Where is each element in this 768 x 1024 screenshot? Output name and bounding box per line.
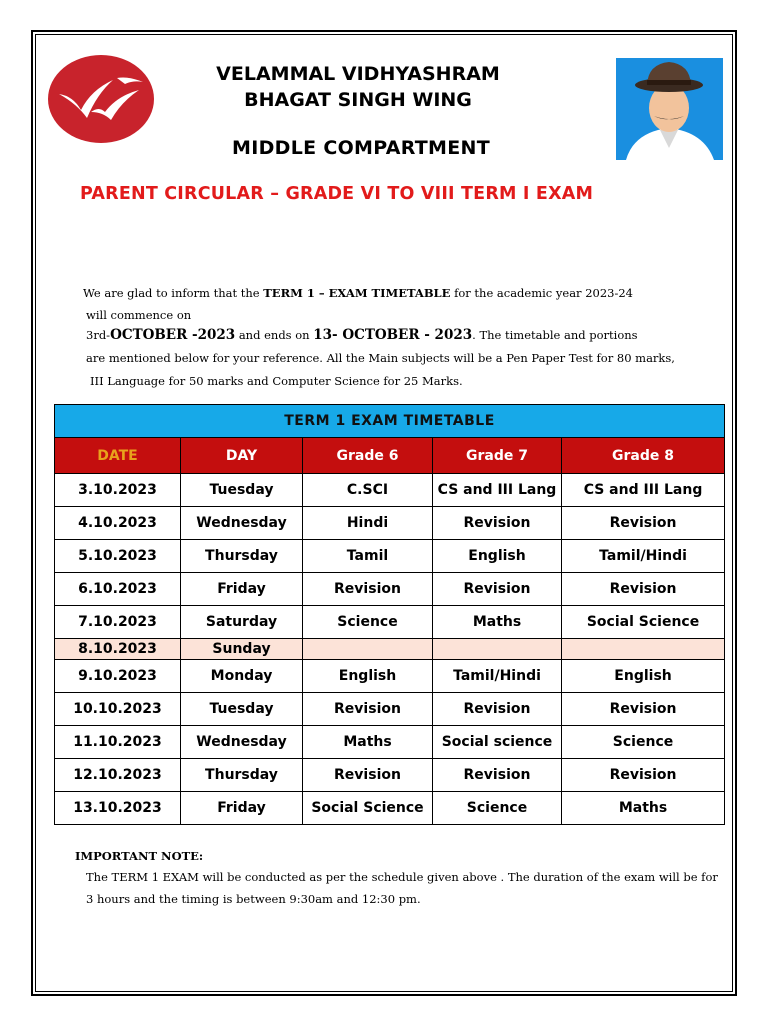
- grade-6-cell: Social Science: [303, 792, 433, 825]
- day-cell: Wednesday: [181, 726, 303, 759]
- grade-8-cell: Social Science: [562, 606, 725, 639]
- day-cell: Tuesday: [181, 693, 303, 726]
- grade-6-cell: English: [303, 660, 433, 693]
- day-cell: Wednesday: [181, 507, 303, 540]
- grade-7-cell: Science: [433, 792, 562, 825]
- grade-7-cell: Revision: [433, 693, 562, 726]
- table-row: [55, 792, 725, 825]
- day-cell: Thursday: [181, 540, 303, 573]
- grade-6-cell: Science: [303, 606, 433, 639]
- grade-8-cell: English: [562, 660, 725, 693]
- grade-7-cell: [433, 639, 562, 660]
- timetable-header-row: [55, 438, 725, 474]
- grade-7-cell: Social science: [433, 726, 562, 759]
- school-name: VELAMMAL VIDHYASHRAM: [216, 63, 500, 85]
- portrait-image: [616, 58, 723, 160]
- day-cell: Saturday: [181, 606, 303, 639]
- school-wing: BHAGAT SINGH WING: [244, 89, 472, 111]
- grade-7-cell: CS and III Lang: [433, 474, 562, 507]
- important-note-line-1: The TERM 1 EXAM will be conducted as per the schedule given above . The duration of the exam will be for: [86, 870, 718, 884]
- table-row: [55, 660, 725, 693]
- header-grade-7: Grade 7: [433, 438, 562, 474]
- grade-6-cell: [303, 639, 433, 660]
- day-cell: Monday: [181, 660, 303, 693]
- table-row: [55, 606, 725, 639]
- grade-7-cell: Revision: [433, 573, 562, 606]
- date-cell: 13.10.2023: [55, 792, 181, 825]
- date-cell: 3.10.2023: [55, 474, 181, 507]
- date-cell: 5.10.2023: [55, 540, 181, 573]
- grade-6-cell: Revision: [303, 693, 433, 726]
- intro-line-5: III Language for 50 marks and Computer Science for 25 Marks.: [90, 374, 463, 388]
- grade-8-cell: Science: [562, 726, 725, 759]
- table-row: [55, 474, 725, 507]
- table-row: [55, 573, 725, 606]
- table-row: [55, 726, 725, 759]
- grade-6-cell: Revision: [303, 759, 433, 792]
- circular-title: PARENT CIRCULAR – GRADE VI TO VIII TERM I EXAM: [80, 184, 594, 204]
- grade-6-cell: Maths: [303, 726, 433, 759]
- date-cell: 7.10.2023: [55, 606, 181, 639]
- intro-line-4: are mentioned below for your reference. All the Main subjects will be a Pen Paper Test for 80 marks,: [86, 351, 675, 365]
- grade-8-cell: Revision: [562, 759, 725, 792]
- day-cell: Friday: [181, 792, 303, 825]
- timetable-title: TERM 1 EXAM TIMETABLE: [55, 405, 725, 438]
- important-note-line-2: 3 hours and the timing is between 9:30am and 12:30 pm.: [86, 892, 421, 906]
- day-cell: Thursday: [181, 759, 303, 792]
- day-cell: Sunday: [181, 639, 303, 660]
- grade-6-cell: Hindi: [303, 507, 433, 540]
- grade-8-cell: CS and III Lang: [562, 474, 725, 507]
- grade-8-cell: Revision: [562, 507, 725, 540]
- date-cell: 4.10.2023: [55, 507, 181, 540]
- grade-8-cell: Tamil/Hindi: [562, 540, 725, 573]
- intro-line-2: will commence on: [86, 308, 192, 322]
- grade-8-cell: Maths: [562, 792, 725, 825]
- table-row-holiday: [55, 639, 725, 660]
- important-note-title: IMPORTANT NOTE:: [75, 849, 204, 863]
- date-cell: 6.10.2023: [55, 573, 181, 606]
- grade-8-cell: Revision: [562, 693, 725, 726]
- header-grade-6: Grade 6: [303, 438, 433, 474]
- exam-timetable: [54, 404, 725, 825]
- table-row: [55, 507, 725, 540]
- compartment-title: MIDDLE COMPARTMENT: [232, 137, 490, 159]
- grade-7-cell: Maths: [433, 606, 562, 639]
- date-cell: 8.10.2023: [55, 639, 181, 660]
- grade-6-cell: C.SCI: [303, 474, 433, 507]
- grade-7-cell: English: [433, 540, 562, 573]
- grade-7-cell: Tamil/Hindi: [433, 660, 562, 693]
- date-cell: 10.10.2023: [55, 693, 181, 726]
- intro-line-1: We are glad to inform that the TERM 1 – EXAM TIMETABLE for the academic year 2023-24: [83, 286, 633, 300]
- table-row: [55, 693, 725, 726]
- grade-8-cell: Revision: [562, 573, 725, 606]
- date-cell: 9.10.2023: [55, 660, 181, 693]
- date-cell: 12.10.2023: [55, 759, 181, 792]
- header-date: DATE: [55, 438, 181, 474]
- header-grade-8: Grade 8: [562, 438, 725, 474]
- table-row: [55, 759, 725, 792]
- date-cell: 11.10.2023: [55, 726, 181, 759]
- grade-7-cell: Revision: [433, 507, 562, 540]
- school-logo: [47, 54, 155, 144]
- header-day: DAY: [181, 438, 303, 474]
- timetable-title-row: [55, 405, 725, 438]
- grade-7-cell: Revision: [433, 759, 562, 792]
- day-cell: Tuesday: [181, 474, 303, 507]
- table-row: [55, 540, 725, 573]
- grade-6-cell: Revision: [303, 573, 433, 606]
- grade-6-cell: Tamil: [303, 540, 433, 573]
- day-cell: Friday: [181, 573, 303, 606]
- intro-line-3: 3rd-OCTOBER -2023 and ends on 13- OCTOBER - 2023. The timetable and portions: [86, 327, 638, 343]
- grade-8-cell: [562, 639, 725, 660]
